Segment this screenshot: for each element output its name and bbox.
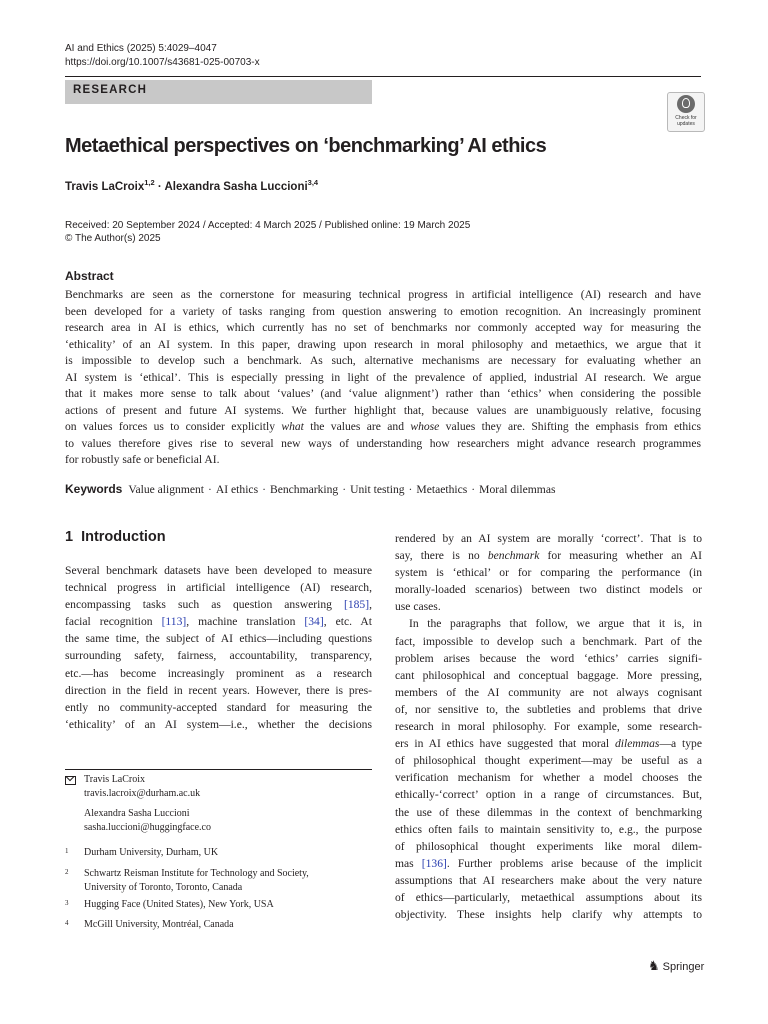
- check-updates-icon: [677, 95, 695, 113]
- body-line: objectivity. These insights help clarify why attempts to: [395, 908, 702, 922]
- body-line: rendered by an AI system are morally ‘correct’. That is to: [395, 532, 702, 545]
- contact-email[interactable]: sasha.luccioni@huggingface.co: [84, 822, 211, 833]
- right-column-body: [395, 530, 702, 923]
- affiliation-number: 1: [65, 847, 69, 855]
- body-line: direction in the field in recent years. However, there is pres-: [65, 683, 372, 697]
- section-number: 1: [65, 529, 74, 545]
- body-line: of philosophical thought experiment—may be useful as a: [395, 754, 702, 768]
- body-line: system is ‘ethical’ or for comparing the performance (in: [395, 566, 702, 580]
- abstract-line: is impossible to develop such a benchmark. As such, alternative mechanisms are necessary for evaluating whether an: [65, 354, 701, 367]
- body-line: In the paragraphs that follow, we argue that it is, in: [409, 617, 702, 631]
- body-line: ethics often fails to maintain sensitivity to, e.g., the purpose: [395, 822, 702, 836]
- body-line: use cases.: [395, 600, 441, 614]
- citation-link[interactable]: [185]: [343, 598, 370, 612]
- body-line: of ethics—particularly, metaethical assumptions about its: [395, 890, 702, 904]
- abstract-line: ‘ethicality’ of an AI system. In this paper, drawing upon research in moral philosophy and metaethics, we argue that it: [65, 337, 701, 351]
- body-line: mas [136]. Further problems arise because of the implicit: [395, 856, 702, 870]
- abstract-line: that it makes more sense to talk about ‘values’ (and ‘value alignment’) rather than ‘ethics’ when considering the possible: [65, 387, 701, 400]
- author-affiliation-marker: 1,2: [144, 178, 155, 187]
- body-line: technical progress in artificial intelligence (AI) research,: [65, 581, 372, 595]
- author-affiliation-marker: 3,4: [307, 178, 319, 187]
- keyword-separator: ·: [342, 483, 347, 496]
- section-label: RESEARCH: [73, 84, 148, 96]
- keyword: Benchmarking: [269, 483, 339, 496]
- body-line: research in moral philosophy. For example, some research-: [395, 720, 702, 734]
- section-heading: [65, 529, 166, 545]
- citation-link[interactable]: [34]: [304, 615, 324, 629]
- body-line: ethically-‘correct’ option in a range of circumstances. But,: [395, 788, 702, 802]
- abstract-line: research area in AI is ethics, which currently has no set of benchmarks nor commonly accepted way for measuring the: [65, 321, 701, 334]
- check-updates-label: Check for updates: [675, 115, 697, 127]
- citation-link[interactable]: [136]: [421, 856, 447, 870]
- body-line: the use of these dilemmas in the context of benchmarking: [395, 805, 702, 819]
- publisher-name: Springer: [662, 961, 705, 973]
- body-line: problem arises because the word ‘ethics’ carries signifi-: [395, 651, 702, 665]
- keyword: AI ethics: [215, 483, 259, 496]
- abstract-line: for robustly safe or beneficial AI.: [65, 453, 220, 466]
- body-line: assumptions that AI researchers make about the very nature: [395, 873, 702, 887]
- keyword: Value alignment: [128, 483, 205, 496]
- abstract-line: actions of present and future AI systems. We further highlight that, because values are unambiguously relative, focusing: [65, 403, 701, 417]
- keyword-separator: ·: [262, 483, 266, 496]
- abstract-line: AI system is ‘ethical’. This is especially pressing in light of the prevalence of applied, industrial AI research. We argue: [65, 370, 701, 384]
- author-name: Travis LaCroix: [65, 180, 145, 193]
- body-line: ‘ethicality’ of an AI system—i.e., whether the decisions: [65, 717, 372, 731]
- dates-line: Received: 20 September 2024 / Accepted: 4 March 2025 / Published online: 19 March 2025: [65, 220, 471, 231]
- abstract-text: [65, 287, 701, 469]
- publication-dates: [65, 219, 470, 245]
- body-line: cant philosophical and conceptual baggage. More pressing,: [395, 668, 702, 682]
- keywords-heading: Keywords: [65, 482, 123, 496]
- body-line: surrounding safety, fairness, accountability, transparency,: [65, 649, 372, 663]
- body-line: of, nor sensitive to, the subtleties and problems that drive: [395, 702, 702, 716]
- left-column-body: [65, 562, 372, 733]
- body-line: Several benchmark datasets have been developed to measure: [65, 564, 372, 577]
- contact-name: Travis LaCroix: [84, 774, 146, 785]
- affiliation-number: 2: [65, 868, 69, 876]
- body-line: encompassing tasks such as question answering [185],: [65, 598, 372, 612]
- header-divider: [65, 76, 701, 77]
- body-line: ers in AI ethics have suggested that moral dilemmas—a type: [395, 737, 702, 751]
- affiliation-number: 3: [65, 899, 69, 907]
- envelope-icon: [65, 776, 76, 785]
- author-separator: ·: [154, 180, 165, 193]
- keywords: [65, 480, 555, 498]
- section-title: Introduction: [81, 529, 166, 545]
- check-for-updates-badge[interactable]: [667, 92, 705, 132]
- keyword-separator: ·: [408, 483, 413, 496]
- body-line: say, there is no benchmark for measuring whether an AI: [395, 549, 702, 563]
- journal-header: [65, 42, 260, 70]
- keyword: Unit testing: [350, 483, 405, 496]
- copyright-line: © The Author(s) 2025: [65, 233, 161, 244]
- abstract-line: to values therefore gives rise to several new ways of understanding how researchers might advance research programmes: [65, 436, 701, 450]
- springer-horse-icon: ♞: [648, 958, 660, 973]
- body-line: ently no community-accepted standard for measuring the: [65, 700, 372, 714]
- author-name: Alexandra Sasha Luccioni: [164, 180, 308, 193]
- body-line: fact, impossible to develop such a benchmark. Part of the: [395, 634, 702, 648]
- author-list: [65, 178, 318, 193]
- keyword: Moral dilemmas: [479, 483, 556, 496]
- keyword: Metaethics: [416, 483, 468, 496]
- body-line: of philosophical thought experiments like moral dilem-: [395, 839, 702, 853]
- abstract-line: been developed for a variety of tasks ranging from question answering to emotion recognition. An increasingly prominent: [65, 304, 701, 318]
- abstract-heading: Abstract: [65, 269, 114, 283]
- publisher-logo[interactable]: [648, 958, 704, 974]
- abstract-line: on values forces us to consider explicitly what the values are and whose values they are. Shifting the emphasis from ethics: [65, 420, 701, 433]
- keyword-separator: ·: [208, 483, 212, 496]
- keyword-separator: ·: [471, 483, 476, 496]
- body-line: facial recognition [113], machine translation [34], etc. At: [65, 615, 372, 629]
- body-line: verification mechanism for whether a model chooses the: [395, 771, 702, 785]
- section-banner: [65, 80, 372, 104]
- body-line: members of the AI community are not always cognisant: [395, 685, 702, 699]
- journal-citation: AI and Ethics (2025) 5:4029–4047: [65, 43, 217, 54]
- article-title: Metaethical perspectives on ‘benchmarking’ AI ethics: [65, 135, 547, 157]
- contact-email[interactable]: travis.lacroix@durham.ac.uk: [84, 788, 201, 799]
- affiliation-number: 4: [65, 919, 69, 927]
- citation-link[interactable]: [113]: [161, 615, 187, 629]
- contact-name: Alexandra Sasha Luccioni: [84, 808, 190, 819]
- footnote-divider: [65, 769, 372, 770]
- body-line: morally-loaded scenarios) between two distinct models or: [395, 583, 702, 597]
- body-line: etc.—has become increasingly prominent as a research: [65, 666, 372, 680]
- abstract-line: Benchmarks are seen as the cornerstone for measuring technical progress in artificial intelligence (AI) research and have: [65, 288, 701, 301]
- doi-link[interactable]: https://doi.org/10.1007/s43681-025-00703-x: [65, 57, 260, 68]
- body-line: the same time, the subject of AI ethics—including questions: [65, 632, 372, 646]
